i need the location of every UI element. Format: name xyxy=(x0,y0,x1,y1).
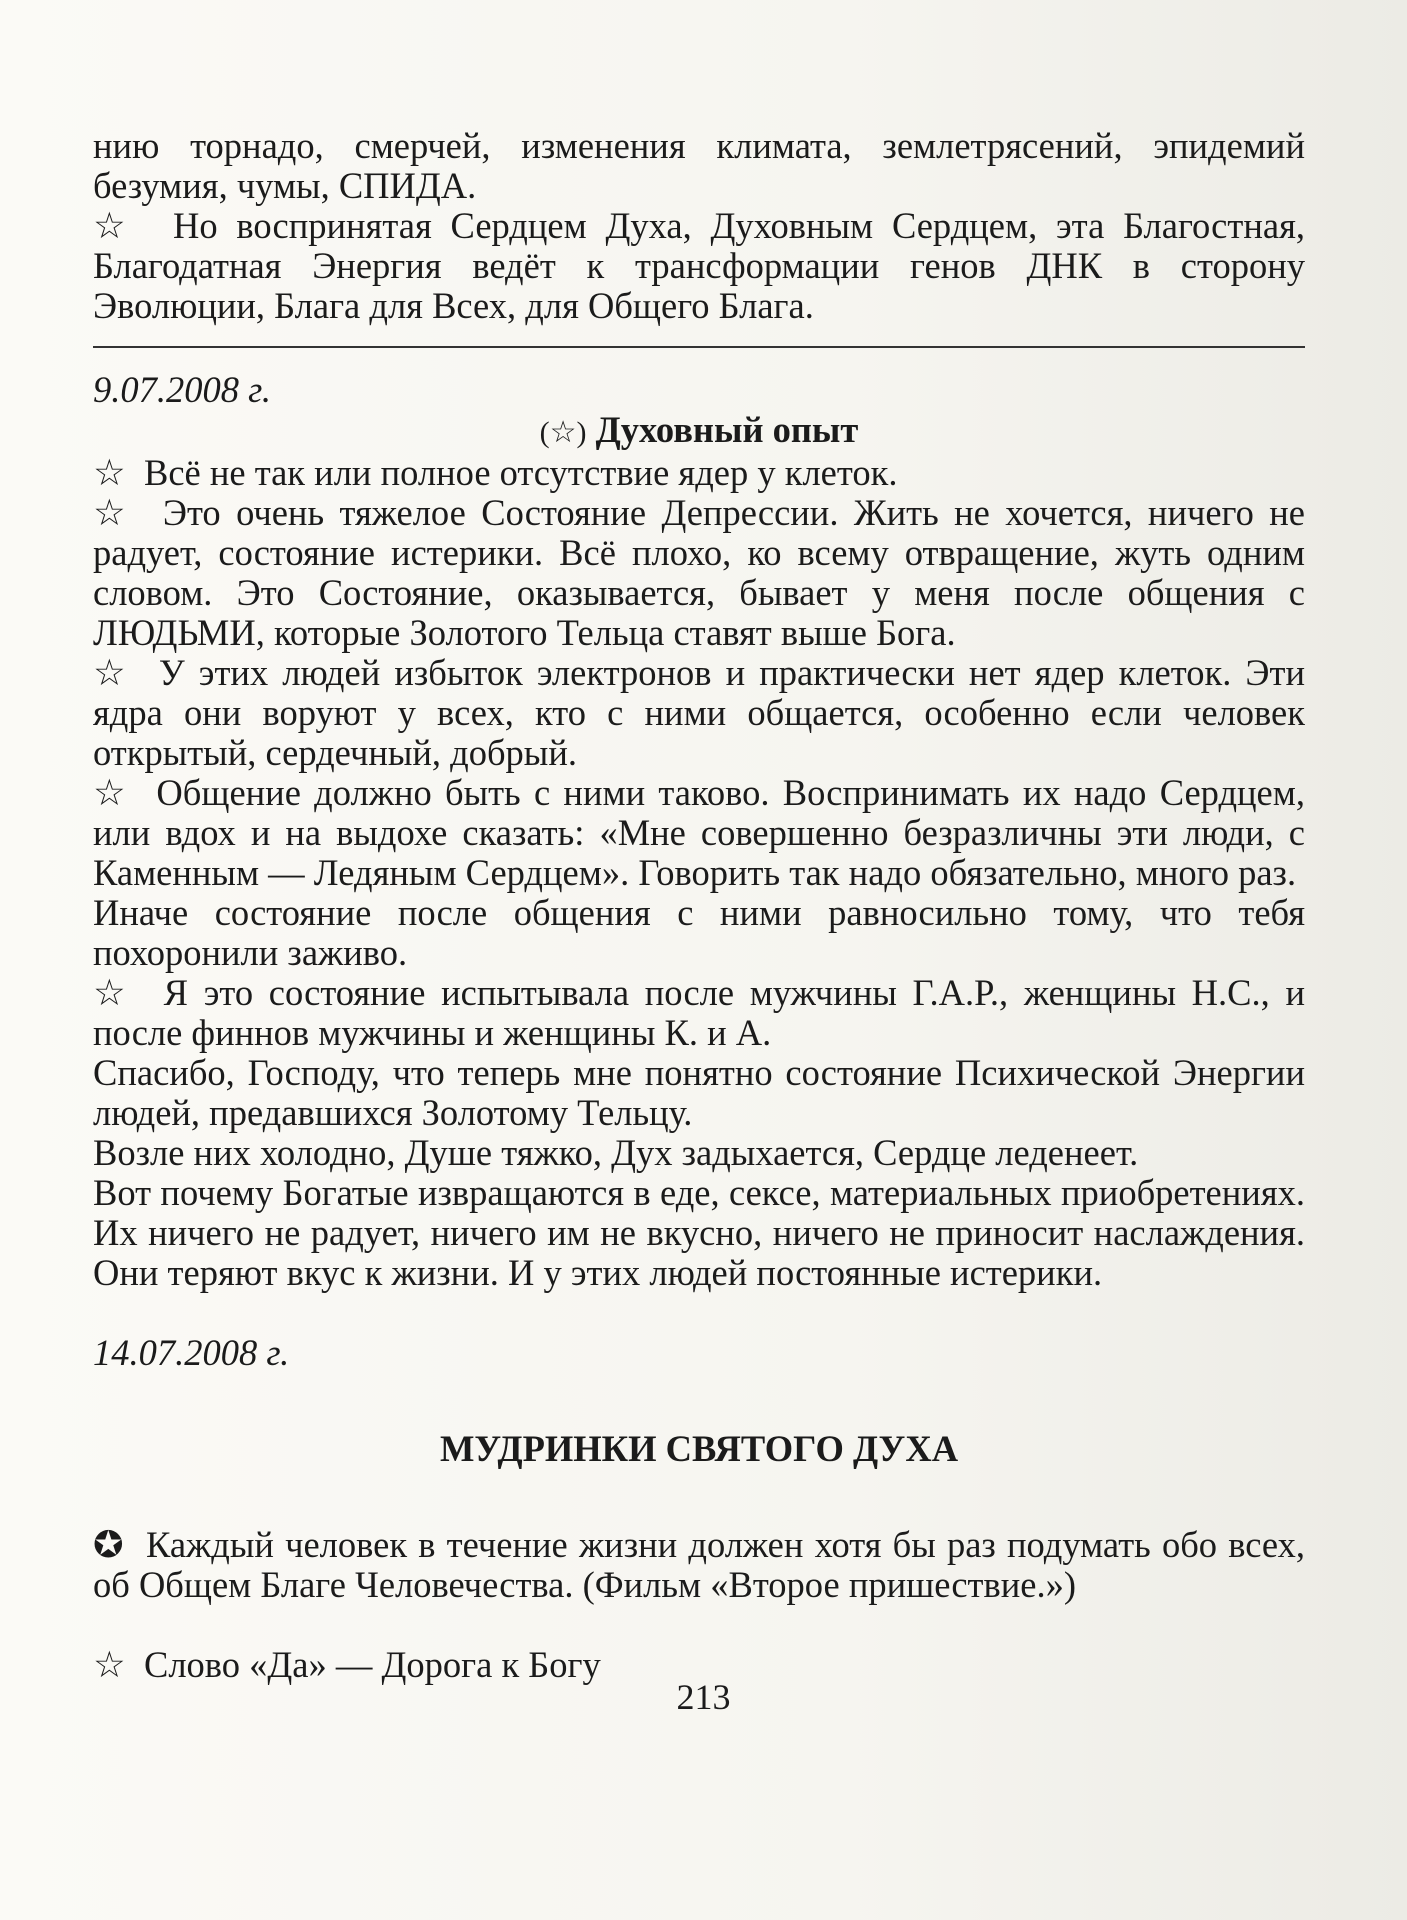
spacer xyxy=(93,1605,1305,1645)
paragraph-star: ☆ Я это состояние испытывала после мужчины Г.А.Р., женщины Н.С., и после финнов мужчины и женщины К. и А. xyxy=(93,973,1305,1053)
paragraph: нию торнадо, смерчей, изменения климата, землетрясений, эпидемий безумия, чумы, СПИДА. xyxy=(93,125,1305,206)
section-heading-text: Духовный опыт xyxy=(595,409,859,450)
spacer xyxy=(93,1469,1305,1525)
spacer xyxy=(93,1373,1305,1429)
paragraph-star: ☆ Общение должно быть с ними таково. Воспринимать их надо Сердцем, или вдох и на выдохе сказать: «Мне совершенно безразличны эти люди, с Каменным — Ледяным Сердцем». Говорить так надо обязательно, много раз. xyxy=(93,773,1305,893)
paragraph-star: ☆ Всё не так или полное отсутствие ядер у клеток. xyxy=(93,453,1305,493)
star-circle-icon: ✪ xyxy=(93,1524,124,1565)
page-number: 213 xyxy=(676,1677,731,1717)
chapter-heading: МУДРИНКИ СВЯТОГО ДУХА xyxy=(439,1428,959,1469)
paragraph-star: ☆ Но воспринятая Сердцем Духа, Духовным Сердцем, эта Благостная, Благодатная Энергия ведёт к трансформации генов ДНК в сторону Эволюции, Блага для Всех, для Общего Блага. xyxy=(93,206,1305,326)
star-circle-icon: (☆) xyxy=(539,416,587,449)
paragraph-star: ☆ Это очень тяжелое Состояние Депрессии. Жить не хочется, ничего не радует, состояние истерики. Всё плохо, ко всему отвращение, жуть одним словом. Это Состояние, оказывается, бывает у меня после общения с ЛЮДЬМИ, которые Золотого Тельца ставят выше Бога. xyxy=(93,493,1305,653)
paragraph-star-circle xyxy=(93,1525,1305,1605)
paragraph-text: Каждый человек в течение жизни должен хотя бы раз подумать обо всех, об Общем Благе Человечества. (Фильм «Второе пришествие.») xyxy=(93,1524,1306,1605)
spacer xyxy=(93,1293,1305,1333)
paragraph-star: ☆ Слово «Да» — Дорога к Богу xyxy=(93,1645,1305,1685)
paragraph: Возле них холодно, Душе тяжко, Дух задыхается, Сердце леденеет. xyxy=(93,1132,1139,1173)
paragraph-star: ☆ У этих людей избыток электронов и практически нет ядер клеток. Эти ядра они воруют у всех, кто с ними общается, особенно если человек открытый, сердечный, добрый. xyxy=(93,653,1305,773)
entry-date: 9.07.2008 г. xyxy=(93,369,272,410)
page-body xyxy=(93,126,1305,1685)
paragraph: Иначе состояние после общения с ними равносильно тому, что тебя похоронили заживо. xyxy=(93,892,1305,973)
paragraph: Вот почему Богатые извращаются в еде, сексе, материальных приобретениях. Их ничего не радует, ничего им не вкусно, ничего не приносит наслаждения. Они теряют вкус к жизни. И у этих людей постоянные истерики. xyxy=(93,1172,1305,1293)
entry-date: 14.07.2008 г. xyxy=(93,1332,290,1373)
paragraph: Спасибо, Господу, что теперь мне понятно состояние Психической Энергии людей, предавшихся Золотому Тельцу. xyxy=(93,1052,1305,1133)
divider xyxy=(93,346,1305,348)
section-heading xyxy=(93,410,1305,453)
